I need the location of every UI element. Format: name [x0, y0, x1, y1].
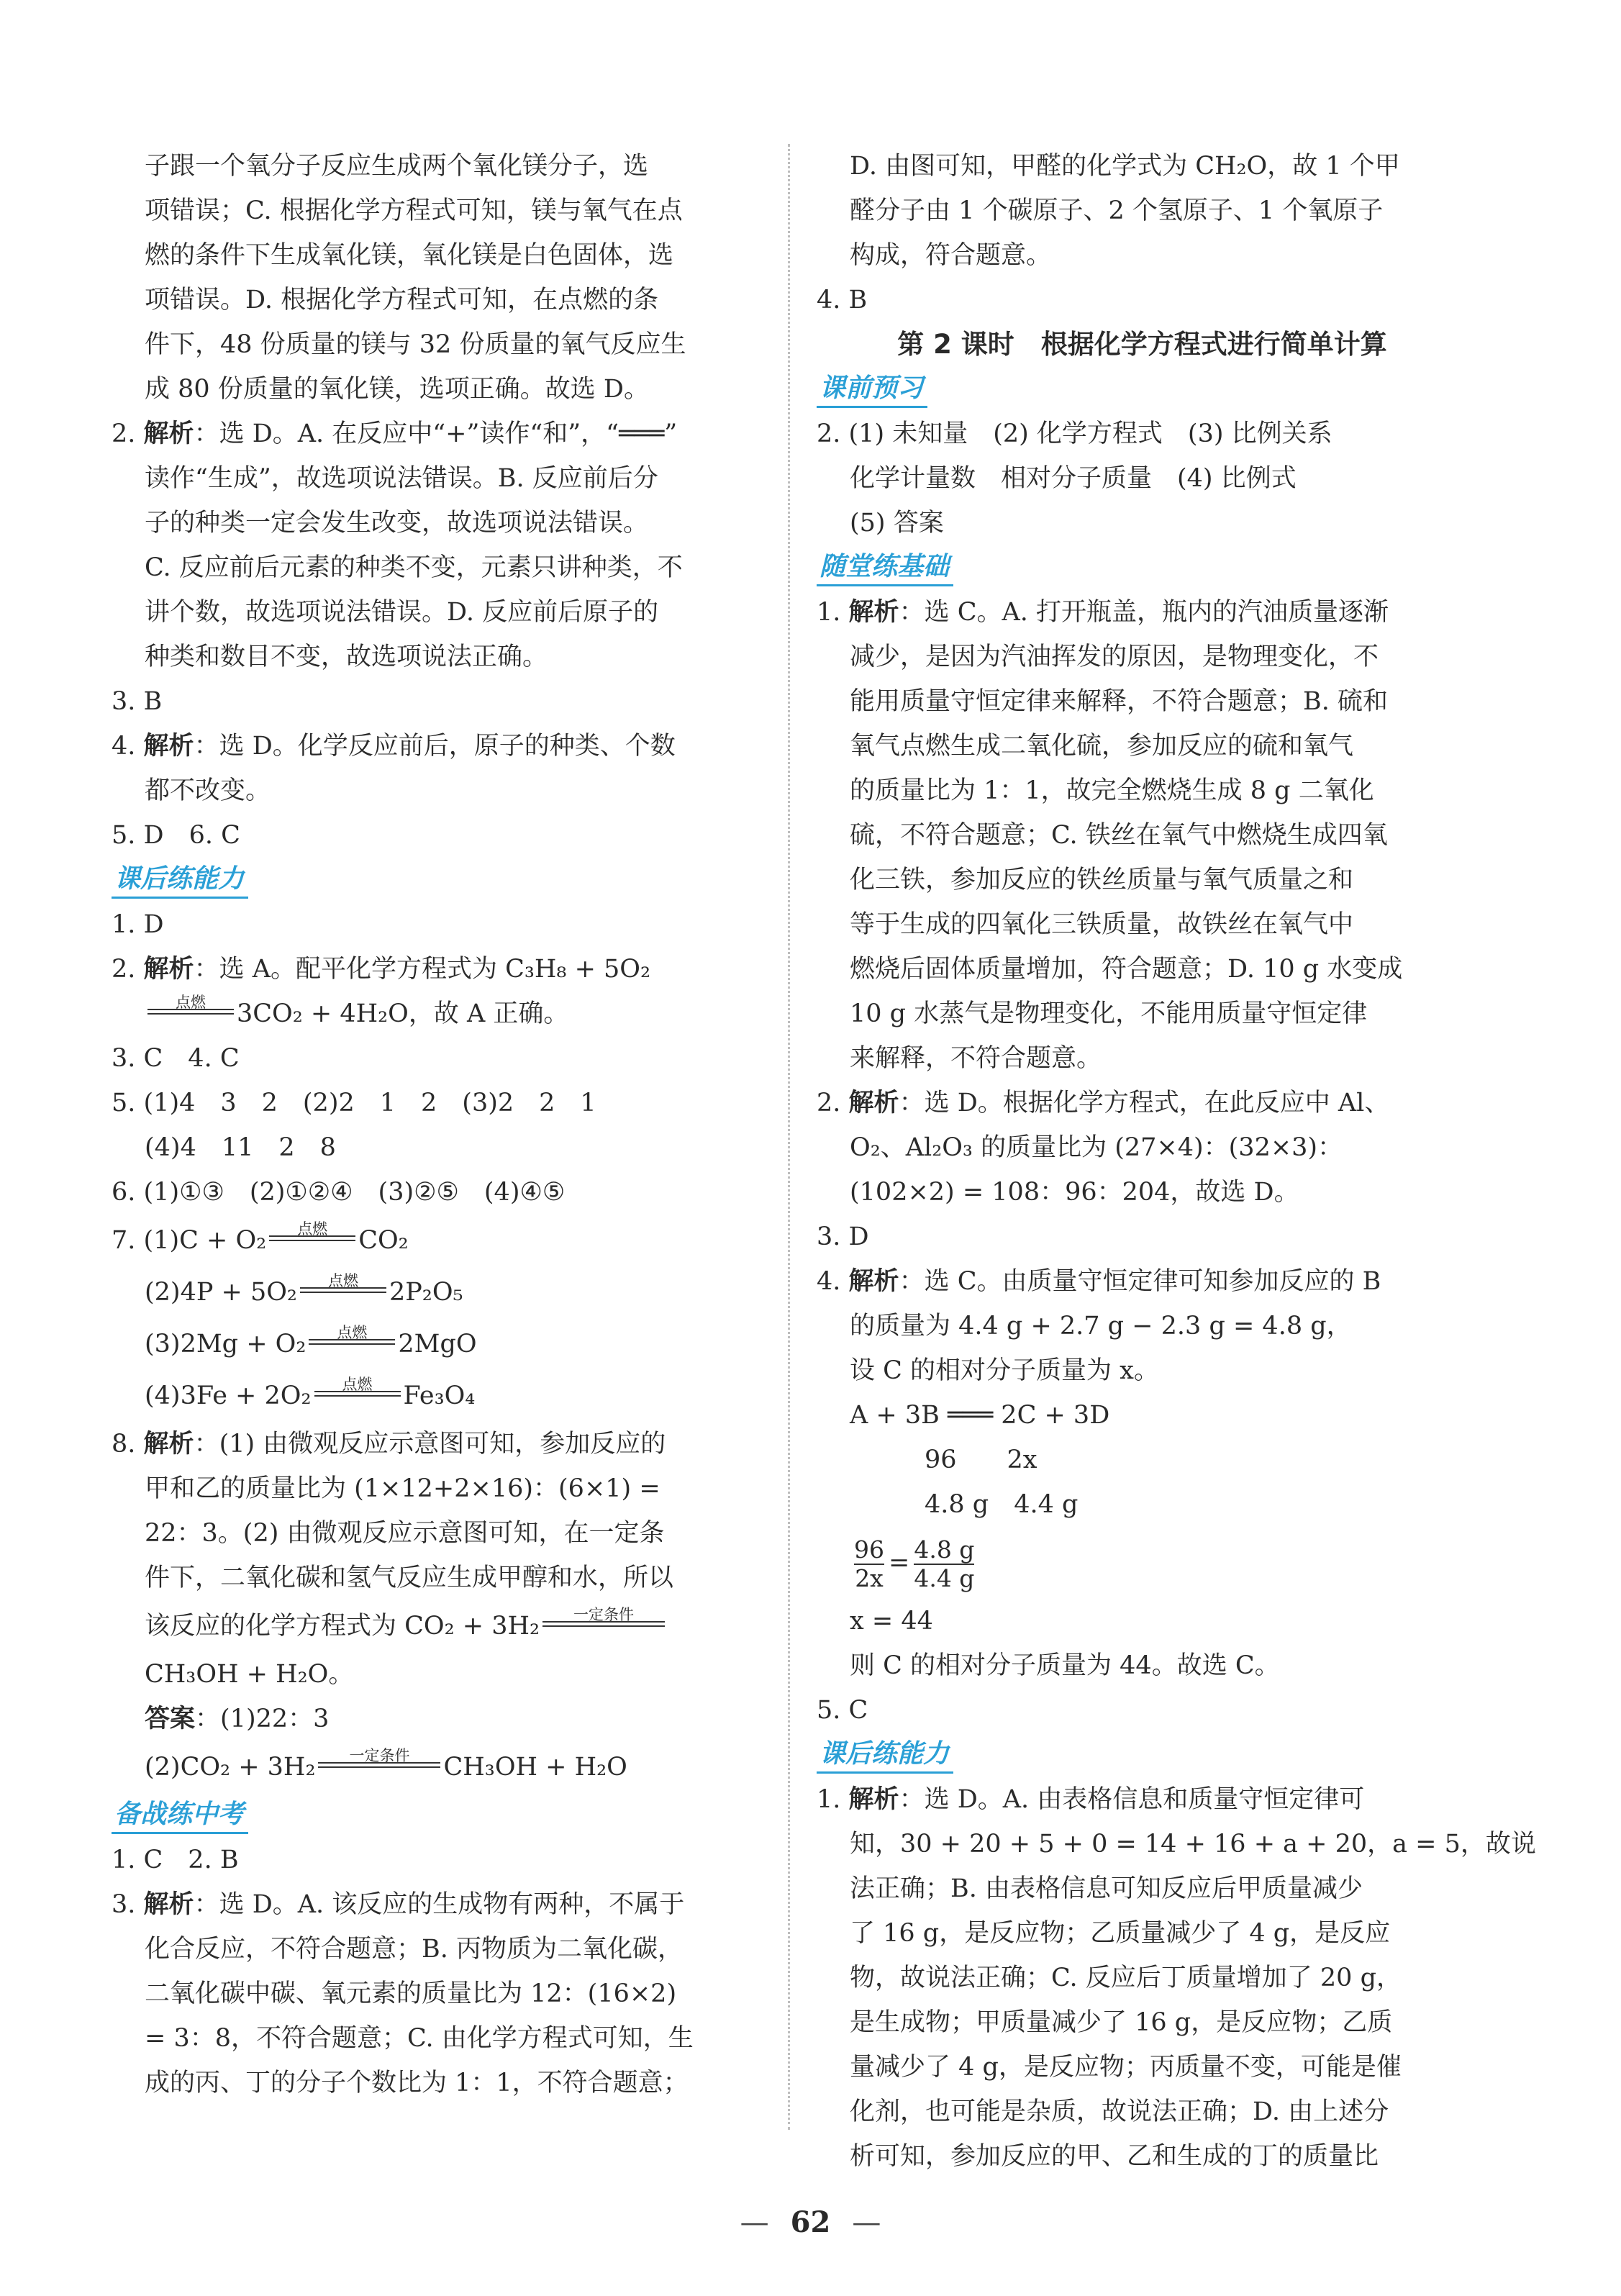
answer-item-2: 2. 解析：选 D。A. 在反应中“+”读作“和”，“═══” [112, 419, 678, 448]
text-line: (102×2) = 108：96：204，故选 D。 [850, 1178, 1299, 1207]
text-line: 物，故说法正确；C. 反应后丁质量增加了 20 g， [850, 1964, 1402, 1992]
answer-item-2: 2. 解析：选 D。根据化学方程式，在此反应中 Al、 [817, 1089, 1390, 1117]
analysis-label: 解析 [848, 1089, 899, 1117]
equation-line: 该反应的化学方程式为 CO₂ + 3H₂ 一定条件 [112, 1600, 752, 1652]
text-line: 硫，不符合题意；C. 铁丝在氧气中燃烧生成四氧 [850, 821, 1388, 850]
equation-line: x = 44 [850, 1607, 933, 1635]
answer-item-4: 4. B [817, 286, 868, 314]
text-line: 的质量比为 1：1，故完全燃烧生成 8 g 二氧化 [850, 776, 1374, 805]
page-number: — 62 — [740, 2205, 881, 2239]
text-line: 都不改变。 [145, 776, 271, 805]
text-line: = 3：8，不符合题意；C. 由化学方程式可知，生 [145, 2024, 694, 2053]
text-line: O₂、Al₂O₃ 的质量比为 (27×4)：(32×3)： [850, 1133, 1343, 1162]
answer-item-3: 3. D [817, 1222, 869, 1251]
text-line: 析可知，参加反应的甲、乙和生成的丁的质量比 [850, 2142, 1379, 2171]
text-line: 10 g 水蒸气是物理变化，不能用质量守恒定律 [850, 999, 1368, 1028]
reaction-arrow: 一定条件 [542, 1628, 665, 1634]
section-heading-in-class: 随堂练基础 [817, 550, 953, 586]
text-line: 成的丙、丁的分子个数比为 1：1，不符合题意； [145, 2069, 689, 2097]
column-divider [788, 144, 790, 2130]
answer-item-1-2: 1. C 2. B [112, 1846, 239, 1874]
reaction-arrow: 点燃 [314, 1398, 401, 1404]
text-line: 二氧化碳中碳、氧元素的质量比为 12：(16×2) [145, 1979, 677, 2008]
answer-item-2: 2. 解析：选 A。配平化学方程式为 C₃H₈ + 5O₂ [112, 955, 651, 984]
text-line: (4)4 11 2 8 [145, 1133, 336, 1162]
section-heading-after-class: 课后练能力 [112, 862, 248, 899]
equation-line: 4.8 g 4.4 g [925, 1490, 1079, 1519]
equation-line: 96 2x [925, 1446, 1037, 1474]
answer-item-5: 5. (1)4 3 2 (2)2 1 2 (3)2 2 1 [112, 1089, 596, 1117]
section-heading-after-class: 课后练能力 [817, 1737, 953, 1774]
text-line: 子的种类一定会发生改变，故选项说法错误。 [145, 509, 649, 537]
answer-item-3: 3. 解析：选 D。A. 该反应的生成物有两种，不属于 [112, 1890, 685, 1919]
analysis-label: 解析 [143, 1890, 194, 1919]
text-line: 量减少了 4 g，是反应物；丙质量不变，可能是催 [850, 2053, 1402, 2082]
text-line: 来解释，不符合题意。 [850, 1044, 1102, 1073]
equation-line: (3)2Mg + O₂ 点燃 2MgO [145, 1324, 477, 1358]
text-line: 化合反应，不符合题意；B. 丙物质为二氧化碳， [145, 1935, 683, 1964]
analysis-label: 解析 [848, 1267, 899, 1296]
analysis-label: 解析 [848, 1785, 899, 1814]
answer-line: 答案：(1)22：3 [145, 1705, 330, 1733]
text-line: 燃烧后固体质量增加，符合题意；D. 10 g 水变成 [850, 955, 1403, 984]
text-line: 化剂，也可能是杂质，故说法正确；D. 由上述分 [850, 2097, 1389, 2126]
text-line: 的质量为 4.4 g + 2.7 g − 2.3 g = 4.8 g， [850, 1312, 1352, 1340]
equation-line: 点燃 3CO₂ + 4H₂O，故 A 正确。 [112, 992, 752, 1036]
answer-item-1: 1. D [112, 910, 164, 939]
left-column [112, 144, 752, 2105]
text-line: 能用质量守恒定律来解释，不符合题意；B. 硫和 [850, 687, 1388, 716]
answer-item-4: 4. 解析：选 D。化学反应前后，原子的种类、个数 [112, 732, 676, 761]
analysis-label: 解析 [143, 419, 194, 448]
text-line: D. 由图可知，甲醛的化学式为 CH₂O，故 1 个甲 [850, 152, 1400, 181]
answer-item-5-6: 5. D 6. C [112, 821, 240, 850]
text-line: 知，30 + 20 + 5 + 0 = 14 + 16 + a + 20，a = 5，故说 [850, 1830, 1536, 1859]
text-line: 件下，48 份质量的镁与 32 份质量的氧气反应生 [145, 330, 686, 359]
fraction: $\frac{4.8 g}{4.4 g}$ [914, 1535, 975, 1592]
answer-item-4: 4. 解析：选 C。由质量守恒定律可知参加反应的 B [817, 1267, 1381, 1296]
text-line: 化学计量数 相对分子质量 (4) 比例式 [850, 464, 1297, 493]
equation-line: (4)3Fe + 2O₂ 点燃 Fe₃O₄ [145, 1376, 476, 1410]
answer-item-1: 1. 解析：选 D。A. 由表格信息和质量守恒定律可 [817, 1785, 1365, 1814]
analysis-label: 解析 [143, 1430, 194, 1458]
proportion-equation: $\frac{96}{2x}$ = $\frac{4.8 g}{4.4 g}$ [854, 1535, 975, 1592]
equation-line: 7. (1)C + O₂ 点燃 CO₂ [112, 1220, 409, 1255]
text-line: 项错误。D. 根据化学方程式可知，在点燃的条 [145, 286, 659, 314]
reaction-arrow: 点燃 [300, 1294, 386, 1300]
text-line: 设 C 的相对分子质量为 x。 [850, 1356, 1159, 1385]
text-line: 醛分子由 1 个碳原子、2 个氢原子、1 个氧原子 [850, 196, 1384, 225]
fraction: $\frac{96}{2x}$ [854, 1535, 884, 1592]
text-line: 等于生成的四氧化三铁质量，故铁丝在氧气中 [850, 910, 1354, 939]
text-line: 燃的条件下生成氧化镁，氧化镁是白色固体，选 [145, 241, 674, 270]
text-line: 成 80 份质量的氧化镁，选项正确。故选 D。 [145, 375, 649, 404]
answer-item-2: 2. (1) 未知量 (2) 化学方程式 (3) 比例关系 [817, 419, 1332, 448]
text-line: 法正确；B. 由表格信息可知反应后甲质量减少 [850, 1874, 1363, 1903]
reaction-arrow: 一定条件 [318, 1769, 440, 1775]
text-line: C. 反应前后元素的种类不变，元素只讲种类，不 [145, 553, 683, 582]
section-heading-exam: 备战练中考 [112, 1797, 248, 1834]
analysis-label: 解析 [848, 598, 899, 627]
reaction-arrow: 点燃 [309, 1346, 395, 1352]
text-line: CH₃OH + H₂O。 [145, 1660, 354, 1689]
answer-item-8: 8. 解析：(1) 由微观反应示意图可知，参加反应的 [112, 1430, 666, 1458]
answer-item-1: 1. 解析：选 C。A. 打开瓶盖，瓶内的汽油质量逐渐 [817, 598, 1389, 627]
text-line: 化三铁，参加反应的铁丝质量与氧气质量之和 [850, 866, 1354, 894]
text-line: 22：3。(2) 由微观反应示意图可知，在一定条 [145, 1519, 665, 1548]
text-line: 子跟一个氧分子反应生成两个氧化镁分子，选 [145, 152, 649, 181]
equation-line: (2)4P + 5O₂ 点燃 2P₂O₅ [145, 1272, 463, 1307]
answer-item-6: 6. (1)①③ (2)①②④ (3)②⑤ (4)④⑤ [112, 1178, 566, 1207]
text-line: 则 C 的相对分子质量为 44。故选 C。 [850, 1651, 1280, 1680]
text-line: 件下，二氧化碳和氢气反应生成甲醇和水，所以 [145, 1564, 674, 1592]
analysis-label: 解析 [143, 955, 194, 984]
equation-line: A + 3B ═══ 2C + 3D [850, 1401, 1110, 1430]
text-line: 构成，符合题意。 [850, 241, 1052, 270]
text-line: 是生成物；甲质量减少了 16 g，是反应物；乙质 [850, 2008, 1393, 2037]
text-line: 减少，是因为汽油挥发的原因，是物理变化，不 [850, 643, 1379, 671]
section-heading-preview: 课前预习 [817, 371, 927, 408]
text-line: 讲个数，故选项说法错误。D. 反应前后原子的 [145, 598, 659, 627]
text-line: 项错误；C. 根据化学方程式可知，镁与氧气在点 [145, 196, 683, 225]
lesson-title: 第 2 课时 根据化学方程式进行简单计算 [897, 329, 1387, 360]
right-column [817, 144, 1536, 2179]
analysis-label: 解析 [143, 732, 194, 761]
answer-item-3-4: 3. C 4. C [112, 1044, 240, 1073]
text-line: 甲和乙的质量比为 (1×12+2×16)：(6×1) = [145, 1474, 660, 1503]
reaction-arrow: 点燃 [147, 1016, 234, 1022]
answer-item-3: 3. B [112, 687, 163, 716]
text-line: 种类和数目不变，故选项说法正确。 [145, 643, 548, 671]
reaction-arrow: 点燃 [269, 1243, 355, 1248]
text-line: 了 16 g，是反应物；乙质量减少了 4 g，是反应 [850, 1919, 1391, 1948]
equation-line: (2)CO₂ + 3H₂ 一定条件 CH₃OH + H₂O [145, 1747, 627, 1782]
answer-item-5: 5. C [817, 1696, 868, 1725]
text-line: 氧气点燃生成二氧化硫，参加反应的硫和氧气 [850, 732, 1354, 761]
text-line: (5) 答案 [850, 509, 944, 537]
text-line: 读作“生成”，故选项说法错误。B. 反应前后分 [145, 464, 658, 493]
answer-label: 答案 [145, 1705, 196, 1733]
